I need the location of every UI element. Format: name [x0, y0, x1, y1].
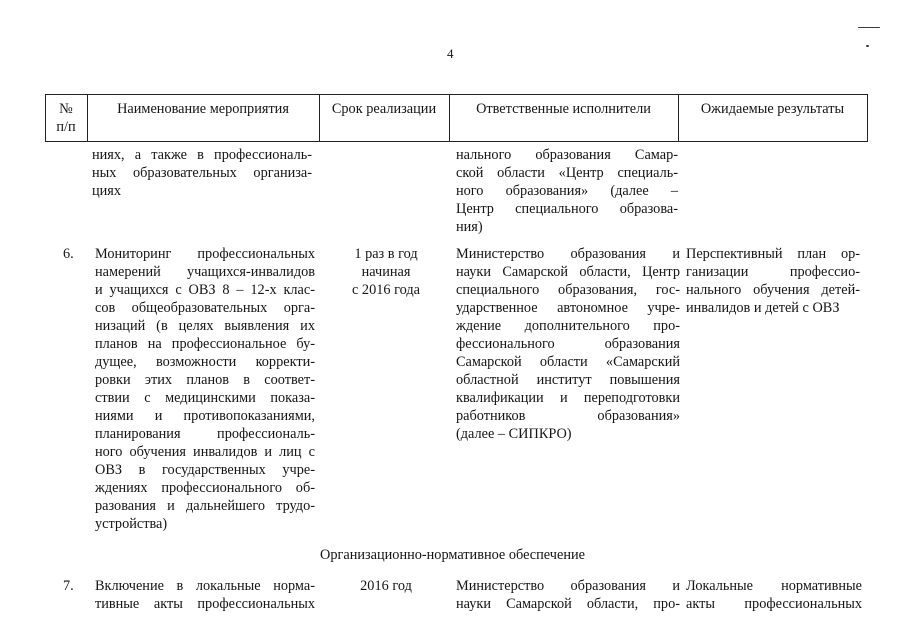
- header-results: Ожидаемые результаты: [700, 101, 845, 117]
- header-num-symbol: №: [59, 101, 73, 117]
- row-6-term: 1 раз в год начиная с 2016 года: [352, 246, 420, 298]
- scan-artifact: [866, 45, 869, 47]
- row-7-responsible: Министерство образования и науки Самарской области, про-: [456, 578, 680, 612]
- header-term: Срок реализации: [331, 101, 437, 117]
- table-header: [45, 94, 868, 142]
- page-number: 4: [447, 46, 454, 61]
- row-7-results: Локальные нормативные акты профессиональных: [686, 578, 862, 612]
- row-6-number: 6.: [63, 246, 74, 262]
- section-heading: Организационно-нормативное обеспечение: [320, 547, 585, 563]
- scan-artifact: [858, 27, 880, 28]
- header-responsible: Ответственные исполнители: [476, 101, 651, 117]
- row-6-results: Перспективный план ор- ганизации профессио- нального обучения детей- инвалидов и детей с ОВЗ: [686, 246, 860, 316]
- row-6-name: Мониторинг профессиональных намерений учащихся-инвалидов и учащихся с ОВЗ 8 – 12-х клас- сов общеобразовательных орга- низаций (в целях выявления их планов на профессиональное бу- дущее, возможности корректи- ровки этих планов в соответ- ствии с медицинскими показа- ниями и противопоказаниями, планирования профессиональ- ного обучения инвалидов и лиц с ОВЗ в государственных учре- ждениях профессионального об- разования и дальнейшего трудо- устройства): [95, 246, 315, 532]
- row-7-term: 2016 год: [360, 578, 412, 594]
- header-num-label: п/п: [56, 119, 76, 135]
- header-name: Наименование мероприятия: [117, 101, 289, 117]
- continued-name-cell: ниях, а также в профессиональ- ных образовательных организа- циях: [92, 147, 312, 199]
- row-7-number: 7.: [63, 578, 74, 594]
- continued-responsible-cell: нального образования Самар- ской области «Центр специаль- ного образования» (далее – Центр специального образова- ния): [456, 147, 678, 235]
- row-6-responsible: Министерство образования и науки Самарской области, Центр специального образования, гос- ударственное автономное учре- ждение дополнительного про- фессионального образования Самарской области «Самарский областной институт повышения квалификации и переподготовки работников образования» (далее – СИПКРО): [456, 246, 680, 442]
- header-num: [45, 100, 87, 136]
- row-7-name: Включение в локальные норма- тивные акты профессиональных: [95, 578, 315, 612]
